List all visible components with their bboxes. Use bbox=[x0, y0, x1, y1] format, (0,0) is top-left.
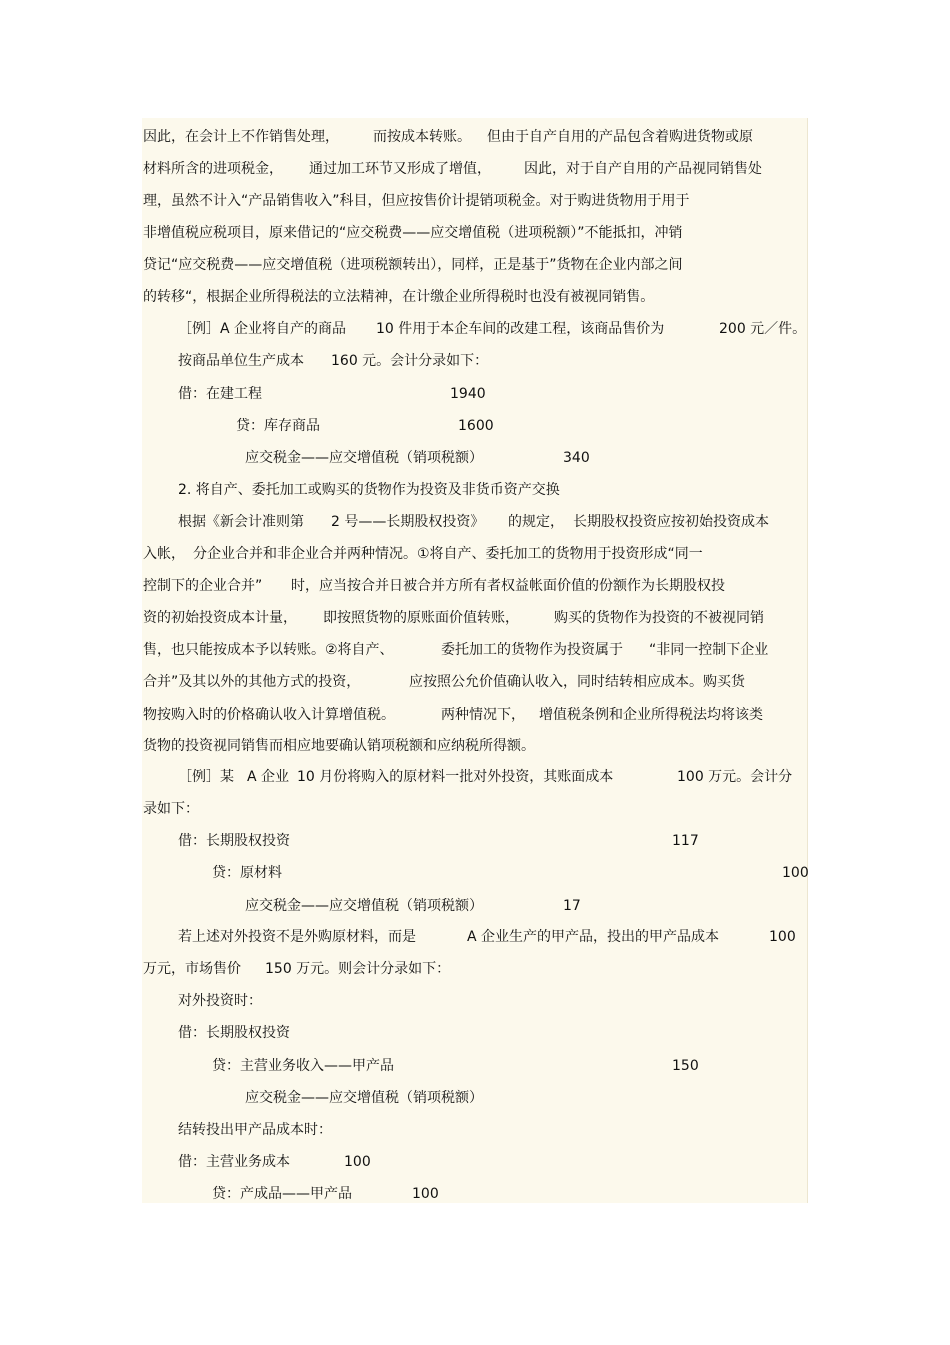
text-segment: 200 元／件。 bbox=[719, 321, 807, 337]
text-segment: “非同一控制下企业 bbox=[649, 642, 769, 658]
text-segment: 即按照货物的原账面价值转账， bbox=[323, 610, 519, 626]
text-segment: 借：长期股权投资 bbox=[178, 833, 290, 849]
text-segment: A 企业生产的甲产品，投出的甲产品成本 bbox=[467, 929, 720, 945]
text-segment: 万元，市场售价 bbox=[143, 961, 241, 977]
text-segment: 控制下的企业合并” bbox=[143, 578, 263, 594]
text-segment: 分企业合并和非企业合并两种情况。①将自产、委托加工的货物用于投资形成“同一 bbox=[193, 546, 703, 562]
text-segment: 贷：产成品——甲产品 bbox=[212, 1186, 352, 1202]
text-segment: 340 bbox=[563, 450, 590, 466]
text-segment: 100 bbox=[782, 865, 809, 881]
text-segment: 借：主营业务成本 bbox=[178, 1154, 290, 1170]
text-segment: 100 bbox=[344, 1154, 371, 1170]
text-segment: 结转投出甲产品成本时： bbox=[178, 1122, 332, 1138]
text-segment: 若上述对外投资不是外购原材料，而是 bbox=[178, 929, 416, 945]
text-segment: 按商品单位生产成本 bbox=[178, 353, 304, 369]
text-segment: 时，应当按合并日被合并方所有者权益帐面价值的份额作为长期股权投 bbox=[291, 578, 725, 594]
text-segment: 增值税条例和企业所得税法均将该类 bbox=[539, 707, 763, 723]
text-segment: A 企业 bbox=[247, 769, 290, 785]
text-segment: 长期股权投资应按初始投资成本 bbox=[573, 514, 769, 530]
text-segment: 150 万元。则会计分录如下： bbox=[265, 961, 451, 977]
text-segment: 100 万元。会计分 bbox=[677, 769, 793, 785]
text-segment: 的规定， bbox=[508, 514, 564, 530]
text-segment: 117 bbox=[672, 833, 699, 849]
text-segment: 借：长期股权投资 bbox=[178, 1025, 290, 1041]
text-segment: 物按购入时的价格确认收入计算增值税。 bbox=[143, 707, 395, 723]
text-segment: 应交税金——应交增值税（销项税额） bbox=[245, 1090, 483, 1106]
text-segment: 材料所含的进项税金， bbox=[143, 161, 283, 177]
text-segment: 160 元。会计分录如下： bbox=[331, 353, 489, 369]
text-segment: 17 bbox=[563, 898, 581, 914]
text-segment: 非增值税应税项目，原来借记的“应交税费——应交增值税（进项税额）”不能抵扣，冲销 bbox=[143, 225, 683, 241]
text-segment: 10 月份将购入的原材料一批对外投资，其账面成本 bbox=[297, 769, 614, 785]
text-segment: 根据《新会计准则第 bbox=[178, 514, 304, 530]
text-segment: 应按照公允价值确认收入，同时结转相应成本。购买货 bbox=[409, 674, 745, 690]
text-segment: 2. 将自产、委托加工或购买的货物作为投资及非货币资产交换 bbox=[178, 482, 560, 498]
text-segment: 的转移“，根据企业所得税法的立法精神，在计缴企业所得税时也没有被视同销售。 bbox=[143, 289, 655, 305]
text-segment: 入帐， bbox=[143, 546, 185, 562]
text-segment: 货物的投资视同销售而相应地要确认销项税额和应纳税所得额。 bbox=[143, 738, 535, 754]
text-segment: 而按成本转账。 bbox=[373, 129, 471, 145]
text-segment: 10 件用于本企车间的改建工程，该商品售价为 bbox=[376, 321, 665, 337]
text-segment: 100 bbox=[769, 929, 796, 945]
text-segment: 两种情况下， bbox=[441, 707, 525, 723]
text-segment: 贷：主营业务收入——甲产品 bbox=[212, 1058, 394, 1074]
text-segment: 贷：原材料 bbox=[212, 865, 282, 881]
text-segment: 100 bbox=[412, 1186, 439, 1202]
text-segment: 因此，在会计上不作销售处理， bbox=[143, 129, 339, 145]
text-segment: 1600 bbox=[458, 418, 494, 434]
text-segment: 150 bbox=[672, 1058, 699, 1074]
text-segment: 2 号——长期股权投资》 bbox=[331, 514, 485, 530]
text-segment: 应交税金——应交增值税（销项税额） bbox=[245, 898, 483, 914]
text-segment: 1940 bbox=[450, 386, 486, 402]
text-segment: 录如下： bbox=[143, 801, 199, 817]
text-segment: 借：在建工程 bbox=[178, 386, 262, 402]
text-segment: 因此，对于自产自用的产品视同销售处 bbox=[524, 161, 762, 177]
text-segment: 对外投资时： bbox=[178, 993, 262, 1009]
text-segment: 但由于自产自用的产品包含着购进货物或原 bbox=[487, 129, 753, 145]
text-segment: 贷记“应交税费——应交增值税（进项税额转出），同样，正是基于”货物在企业内部之间 bbox=[143, 257, 683, 273]
text-segment: 委托加工的货物作为投资属于 bbox=[441, 642, 623, 658]
text-segment: 购买的货物作为投资的不被视同销 bbox=[554, 610, 764, 626]
text-segment: 合并”及其以外的其他方式的投资， bbox=[143, 674, 361, 690]
text-segment: 资的初始投资成本计量， bbox=[143, 610, 297, 626]
text-segment: 售，也只能按成本予以转账。②将自产、 bbox=[143, 642, 394, 658]
text-segment: ［例］A 企业将自产的商品 bbox=[178, 321, 347, 337]
text-segment: 贷：库存商品 bbox=[236, 418, 320, 434]
text-segment: 理，虽然不计入“产品销售收入”科目，但应按售价计提销项税金。对于购进货物用于用于 bbox=[143, 193, 690, 209]
text-segment: 通过加工环节又形成了增值， bbox=[309, 161, 491, 177]
text-segment: 应交税金——应交增值税（销项税额） bbox=[245, 450, 483, 466]
text-segment: ［例］某 bbox=[178, 769, 234, 785]
